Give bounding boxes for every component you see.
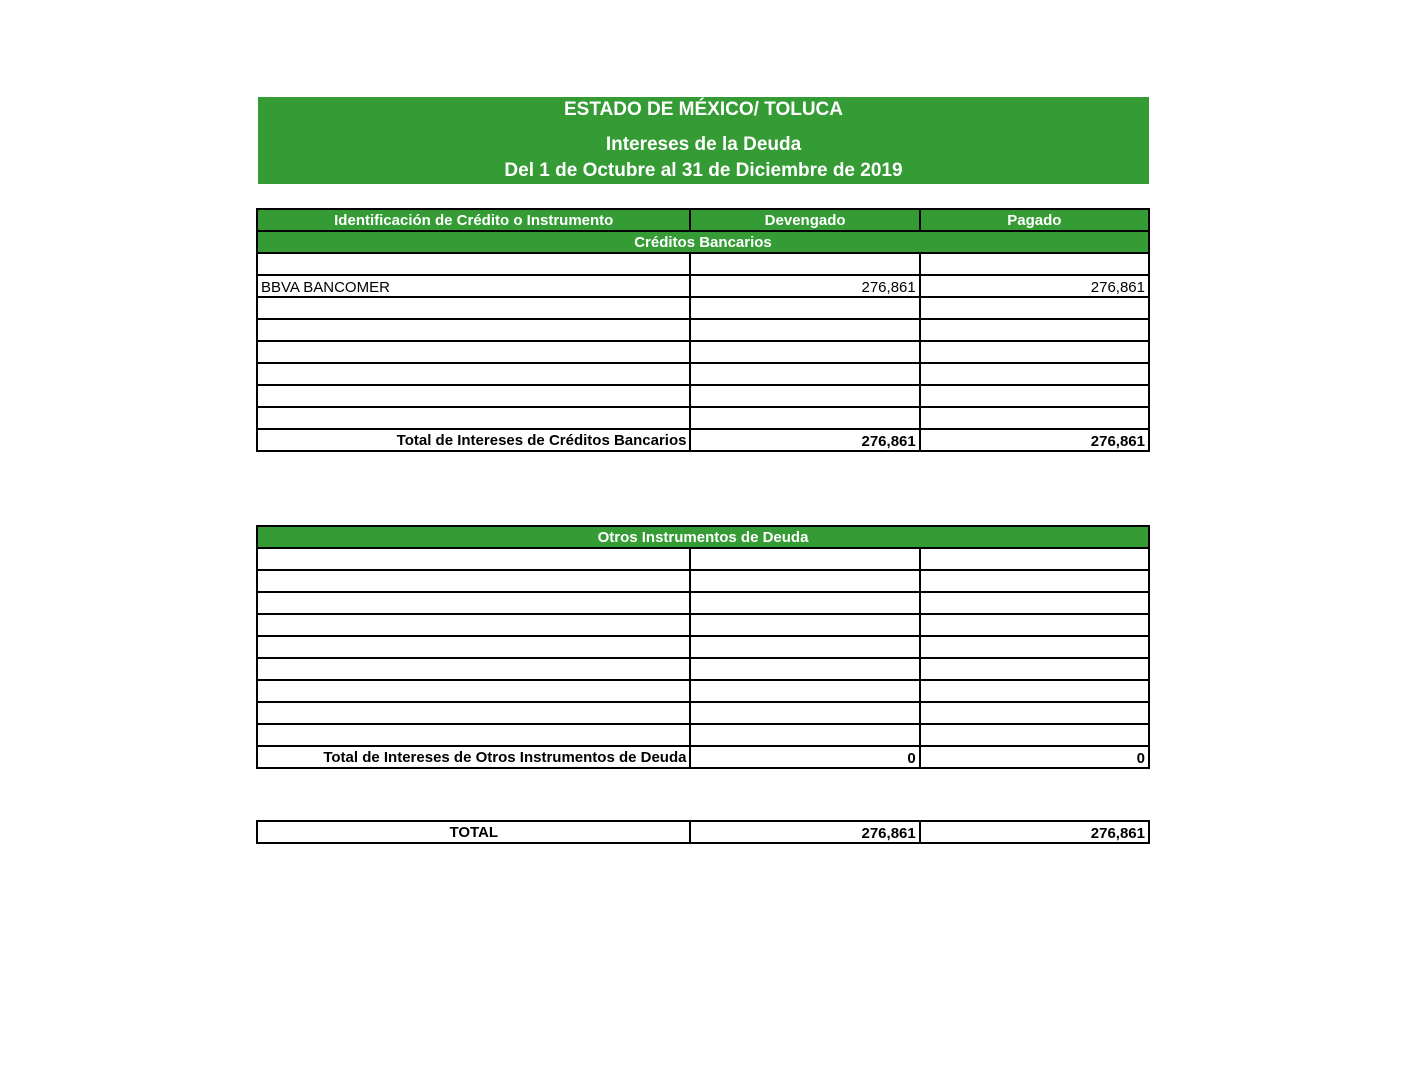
other-instruments-total-label: Total de Intereses de Otros Instrumentos de Deuda xyxy=(257,746,690,768)
row-name xyxy=(257,407,690,429)
row-name xyxy=(257,363,690,385)
report-period: Del 1 de Octubre al 31 de Diciembre de 2019 xyxy=(504,160,903,181)
entity-title: ESTADO DE MÉXICO/ TOLUCA xyxy=(563,99,844,120)
column-header-identification: Identificación de Crédito o Instrumento xyxy=(257,209,690,231)
grand-total-paid: 276,861 xyxy=(920,821,1149,843)
row-paid xyxy=(920,570,1149,592)
other-instruments-section-title: Otros Instrumentos de Deuda xyxy=(257,526,1149,548)
table-row xyxy=(257,407,1149,429)
row-paid xyxy=(920,724,1149,746)
bank-credits-section-title: Créditos Bancarios xyxy=(257,231,1149,253)
bank-credits-table xyxy=(256,208,1150,452)
table-row xyxy=(257,658,1149,680)
row-name xyxy=(257,319,690,341)
row-name xyxy=(257,658,690,680)
table-row xyxy=(257,614,1149,636)
row-paid xyxy=(920,614,1149,636)
row-paid xyxy=(920,297,1149,319)
table-row xyxy=(257,341,1149,363)
row-name xyxy=(257,341,690,363)
row-paid xyxy=(920,385,1149,407)
row-accrued xyxy=(690,297,919,319)
section-header-row xyxy=(257,231,1149,253)
row-accrued xyxy=(690,407,919,429)
grand-total-table xyxy=(256,820,1150,844)
row-accrued xyxy=(690,614,919,636)
bank-credits-total-row xyxy=(257,429,1149,451)
row-accrued xyxy=(690,592,919,614)
row-name xyxy=(257,253,690,275)
table-row xyxy=(257,570,1149,592)
table-row xyxy=(257,548,1149,570)
row-paid xyxy=(920,636,1149,658)
grand-total-row xyxy=(257,821,1149,843)
column-header-paid: Pagado xyxy=(920,209,1149,231)
row-paid xyxy=(920,341,1149,363)
other-instruments-total-accrued: 0 xyxy=(690,746,919,768)
row-paid: 276,861 xyxy=(920,275,1149,297)
table-row xyxy=(257,363,1149,385)
table-row xyxy=(257,702,1149,724)
row-paid xyxy=(920,658,1149,680)
other-instruments-table xyxy=(256,525,1150,769)
row-name xyxy=(257,548,690,570)
table-row xyxy=(257,724,1149,746)
row-accrued xyxy=(690,570,919,592)
row-name xyxy=(257,614,690,636)
row-paid xyxy=(920,592,1149,614)
table-row xyxy=(257,636,1149,658)
section-header-row xyxy=(257,526,1149,548)
row-name xyxy=(257,385,690,407)
row-accrued xyxy=(690,385,919,407)
row-name xyxy=(257,724,690,746)
row-accrued xyxy=(690,363,919,385)
row-paid xyxy=(920,702,1149,724)
row-name xyxy=(257,636,690,658)
report-header xyxy=(258,97,1149,184)
report-title: Intereses de la Deuda xyxy=(605,134,802,155)
row-paid xyxy=(920,363,1149,385)
row-name xyxy=(257,680,690,702)
row-accrued xyxy=(690,253,919,275)
row-accrued xyxy=(690,658,919,680)
row-accrued xyxy=(690,702,919,724)
other-instruments-total-row xyxy=(257,746,1149,768)
table-row xyxy=(257,275,1149,297)
row-paid xyxy=(920,319,1149,341)
row-accrued xyxy=(690,680,919,702)
table-row xyxy=(257,319,1149,341)
row-accrued xyxy=(690,341,919,363)
row-name xyxy=(257,570,690,592)
row-name: BBVA BANCOMER xyxy=(257,275,690,297)
row-name xyxy=(257,297,690,319)
row-paid xyxy=(920,253,1149,275)
row-name xyxy=(257,592,690,614)
row-accrued: 276,861 xyxy=(690,275,919,297)
grand-total-accrued: 276,861 xyxy=(690,821,919,843)
row-accrued xyxy=(690,724,919,746)
row-accrued xyxy=(690,319,919,341)
row-paid xyxy=(920,548,1149,570)
table-row xyxy=(257,680,1149,702)
row-paid xyxy=(920,680,1149,702)
bank-credits-total-accrued: 276,861 xyxy=(690,429,919,451)
table-row xyxy=(257,297,1149,319)
grand-total-label: TOTAL xyxy=(257,821,690,843)
table-row xyxy=(257,385,1149,407)
row-name xyxy=(257,702,690,724)
row-paid xyxy=(920,407,1149,429)
bank-credits-total-paid: 276,861 xyxy=(920,429,1149,451)
column-header-row xyxy=(257,209,1149,231)
row-accrued xyxy=(690,636,919,658)
table-row xyxy=(257,253,1149,275)
table-row xyxy=(257,592,1149,614)
row-accrued xyxy=(690,548,919,570)
bank-credits-total-label: Total de Intereses de Créditos Bancarios xyxy=(257,429,690,451)
column-header-accrued: Devengado xyxy=(690,209,919,231)
other-instruments-total-paid: 0 xyxy=(920,746,1149,768)
